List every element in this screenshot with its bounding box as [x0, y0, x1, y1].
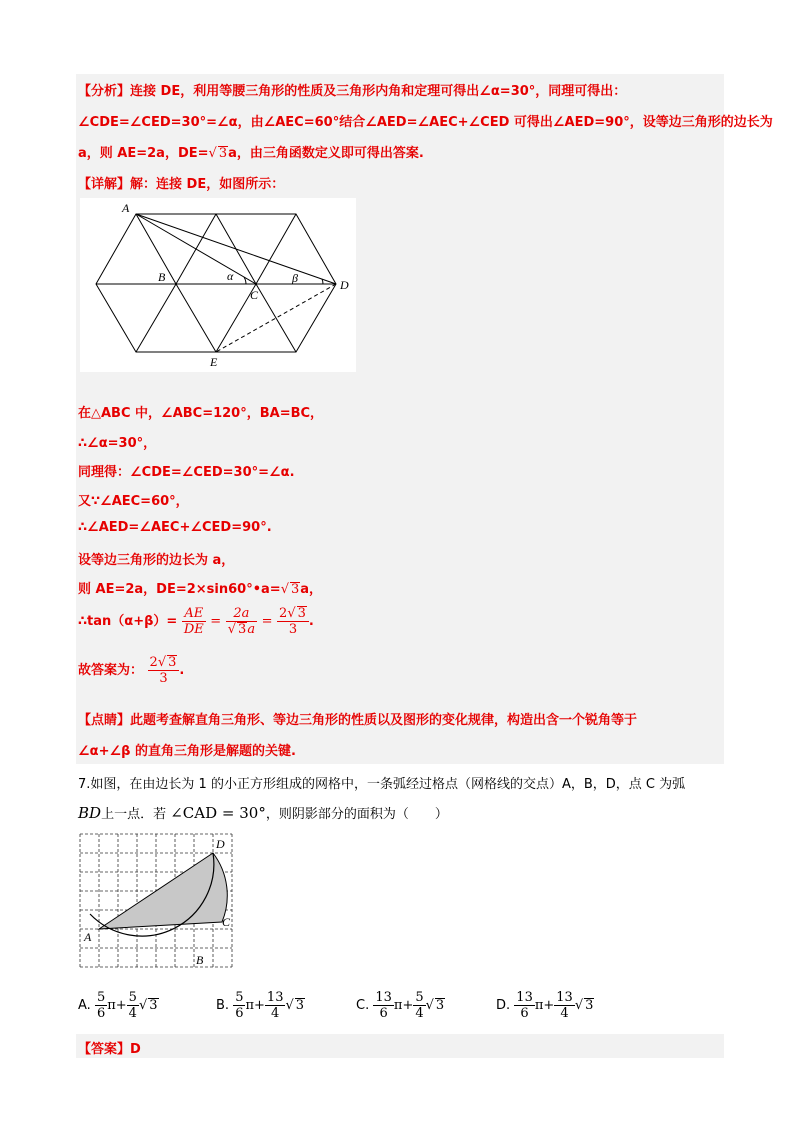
grid-label-d: D — [216, 837, 225, 851]
step-5: ∴∠AED=∠AEC+∠CED=90°. — [78, 520, 272, 535]
fig-label-e: E — [210, 355, 218, 369]
analysis-line-2: ∠CDE=∠CED=30°=∠α，由∠AEC=60°结合∠AED=∠AEC+∠CED 可得出∠AED=90°，设等边三角形的边长为 — [78, 115, 773, 130]
comment-line-1: 【点睛】此题考查解直角三角形、等边三角形的性质以及图形的变化规律，构造出含一个锐角等于 — [78, 713, 638, 728]
step-6: 设等边三角形的边长为 a， — [78, 553, 235, 568]
step-1: 在△ABC 中，∠ABC=120°，BA=BC， — [78, 406, 324, 421]
grid-label-b: B — [196, 953, 204, 967]
step-2: ∴∠α=30°， — [78, 436, 157, 451]
question-line-2: BD上一点．若 ∠CAD = 30°，则阴影部分的面积为（ ） — [78, 804, 448, 822]
option-c[interactable]: C. $\frac{13}{6}$ π+ $\frac{5}{4}$ √ 3 — [356, 990, 445, 1021]
option-b[interactable]: B. $\frac{5}{6}$ π+ $\frac{13}{4}$ √ 3 — [216, 990, 305, 1021]
analysis-line-1: 【分析】连接 DE，利用等腰三角形的性质及三角形内角和定理可得出∠α=30°，同理可得出： — [78, 84, 627, 99]
question-line-1: 7.如图，在由边长为 1 的小正方形组成的网格中，一条弧经过格点（网格线的交点）A，B，D，点 C 为弧 — [78, 777, 686, 792]
grid-label-a: A — [84, 930, 92, 944]
grid-label-c: C — [222, 915, 231, 929]
fig-label-b: B — [158, 270, 166, 284]
step-4: 又∵∠AEC=60°， — [78, 494, 189, 509]
answer-line: 故答案为： $\frac{2√ 3}{3}$ . — [78, 655, 185, 686]
step-7: 则 AE=2a，DE=2×sin60°•a=√ 3a， — [78, 582, 323, 597]
fig-label-a: A — [122, 201, 130, 215]
option-d[interactable]: D. $\frac{13}{6}$ π+ $\frac{13}{4}$ √ 3 — [496, 990, 594, 1021]
step-3: 同理得：∠CDE=∠CED=30°=∠α. — [78, 465, 295, 480]
hexagon-figure — [80, 198, 356, 372]
tan-formula: ∴tan（α+β）= $\frac{AE}{DE}$ = $\frac{2a}{√ 3a}$ = $\frac{2√ 3}{3}$ . — [78, 606, 314, 637]
grid-figure — [76, 830, 236, 970]
answer-block — [76, 1034, 724, 1058]
comment-line-2: ∠α+∠β 的直角三角形是解题的关键. — [78, 744, 296, 759]
fig-label-d: D — [340, 278, 349, 292]
fig-label-beta: β — [292, 271, 298, 285]
fig-label-c: C — [250, 288, 259, 302]
fig-label-alpha: α — [227, 269, 234, 283]
detail-heading: 【详解】解：连接 DE，如图所示： — [78, 177, 285, 192]
option-a[interactable]: A. $\frac{5}{6}$ π+ $\frac{5}{4}$ √ 3 — [78, 990, 158, 1021]
analysis-line-3: a，则 AE=2a，DE=√ 3a，由三角函数定义即可得出答案. — [78, 146, 424, 161]
answer-tag: 【答案】D — [78, 1042, 141, 1057]
